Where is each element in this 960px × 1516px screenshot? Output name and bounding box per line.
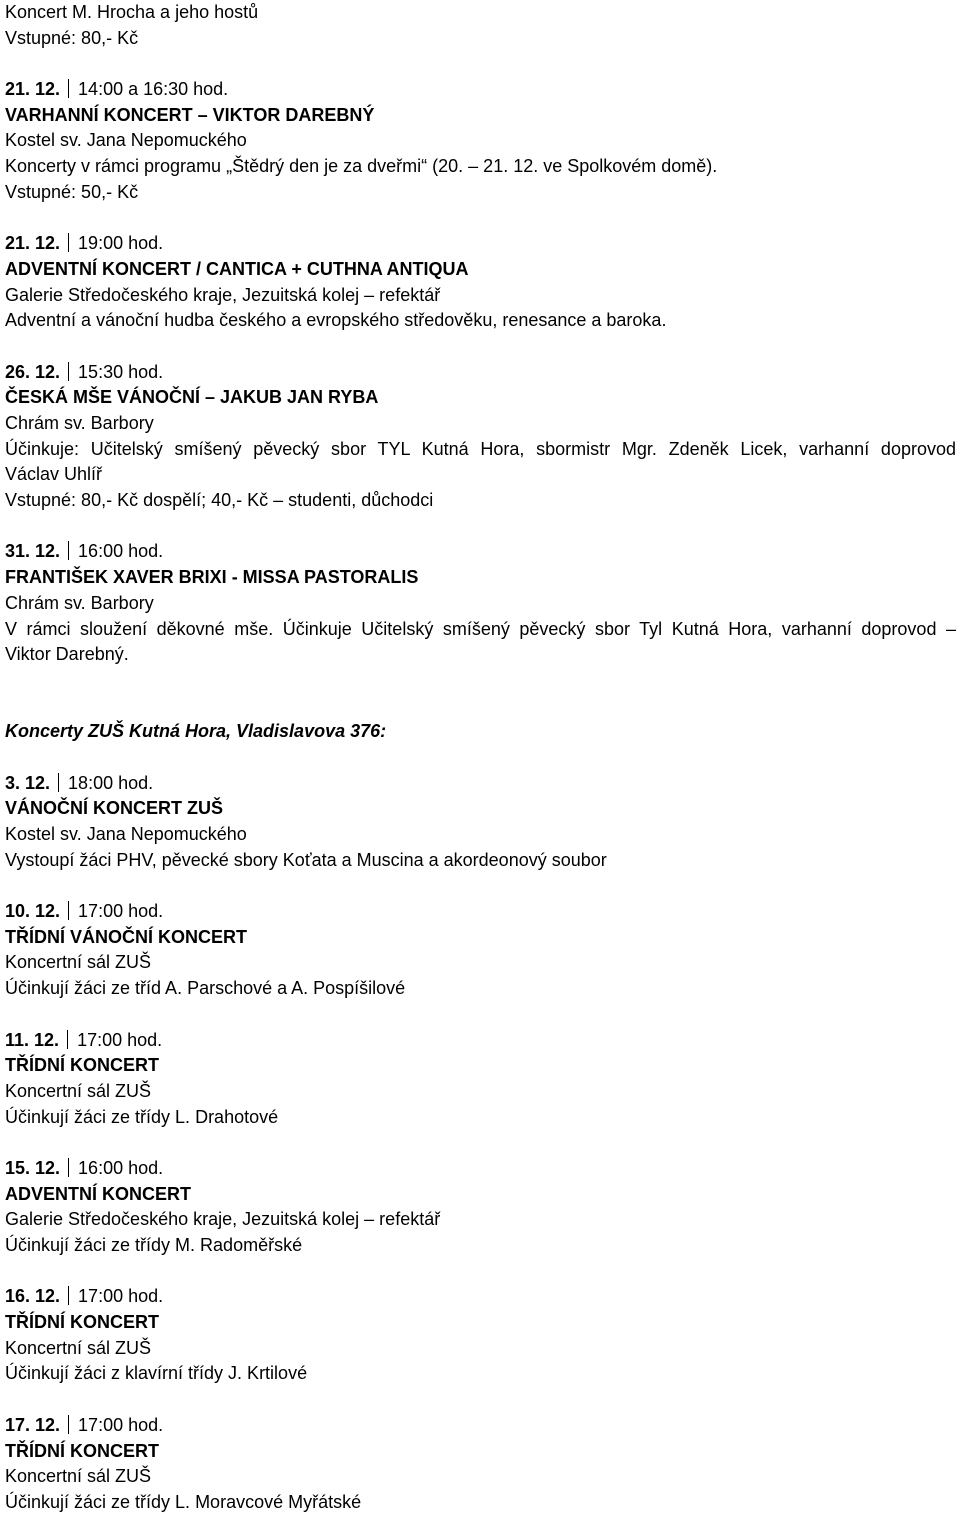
event-date-line xyxy=(5,1413,960,1439)
event-date: 26. 12. xyxy=(5,361,61,382)
event-description: Účinkují žáci ze tříd A. Parschové a A. Pospíšilové xyxy=(5,978,406,999)
event-date: 17. 12. xyxy=(5,1414,61,1435)
event-date-line xyxy=(5,1156,960,1182)
event-time: 19:00 hod. xyxy=(78,233,164,254)
event-price: Vstupné: 50,- Kč xyxy=(5,181,139,202)
event-description: Vystoupí žáci PHV, pěvecké sbory Koťata a Muscina a akordeonový soubor xyxy=(5,849,607,870)
event-description: Účinkují žáci z klavírní třídy J. Krtilové xyxy=(5,1363,308,1384)
event-description: Účinkují žáci ze třídy M. Radoměřské xyxy=(5,1235,303,1256)
event-time: 17:00 hod. xyxy=(78,1414,164,1435)
event-venue: Chrám sv. Barbory xyxy=(5,592,154,613)
event-title: TŘÍDNÍ KONCERT xyxy=(5,1312,159,1333)
event-title: TŘÍDNÍ VÁNOČNÍ KONCERT xyxy=(5,926,247,947)
event-date-line xyxy=(5,231,960,257)
event-date-line xyxy=(5,771,960,797)
event-venue: Galerie Středočeského kraje, Jezuitská kolej – refektář xyxy=(5,284,441,305)
event-description: V rámci sloužení děkovné mše. Účinkuje Učitelský smíšený pěvecký sbor Tyl Kutná Hora, varhanní doprovod – xyxy=(5,618,956,639)
separator-bar xyxy=(58,773,59,792)
event-date-line xyxy=(5,539,960,565)
event-description: Účinkují žáci ze třídy L. Moravcové Myřátské xyxy=(5,1491,362,1512)
event-title: ADVENTNÍ KONCERT xyxy=(5,1183,192,1204)
separator-bar xyxy=(68,233,69,252)
event-title: FRANTIŠEK XAVER BRIXI - MISSA PASTORALIS xyxy=(5,567,419,588)
event-date-line xyxy=(5,77,960,103)
event-date: 31. 12. xyxy=(5,541,61,562)
separator-bar xyxy=(67,1030,68,1049)
event-date: 3. 12. xyxy=(5,772,51,793)
event-date: 10. 12. xyxy=(5,901,61,922)
event-venue: Koncertní sál ZUŠ xyxy=(5,1466,152,1487)
event-date-line xyxy=(5,360,960,386)
event-date: 11. 12. xyxy=(5,1029,60,1050)
intro-line: Koncert M. Hrocha a jeho hostů xyxy=(5,2,259,22)
event-time: 17:00 hod. xyxy=(77,1029,163,1050)
separator-bar xyxy=(68,1158,69,1177)
intro-price: Vstupné: 80,- Kč xyxy=(5,27,139,48)
event-performers: Účinkuje: Učitelský smíšený pěvecký sbor TYL Kutná Hora, sbormistr Mgr. Zdeněk Licek, varhanní doprovod xyxy=(5,438,956,459)
separator-bar xyxy=(68,362,69,381)
section-title: Koncerty ZUŠ Kutná Hora, Vladislavova 376: xyxy=(5,721,387,742)
event-time: 16:00 hod. xyxy=(78,541,164,562)
event-date-line xyxy=(5,1284,960,1310)
event-time: 16:00 hod. xyxy=(78,1157,164,1178)
event-title: TŘÍDNÍ KONCERT xyxy=(5,1055,159,1076)
event-time: 17:00 hod. xyxy=(78,901,164,922)
separator-bar xyxy=(68,1286,69,1305)
event-title: VÁNOČNÍ KONCERT ZUŠ xyxy=(5,798,224,819)
event-title: ADVENTNÍ KONCERT / CANTICA + CUTHNA ANTIQUA xyxy=(5,258,469,279)
event-title: VARHANNÍ KONCERT – VIKTOR DAREBNÝ xyxy=(5,104,375,125)
event-date: 15. 12. xyxy=(5,1157,61,1178)
event-venue: Kostel sv. Jana Nepomuckého xyxy=(5,130,247,151)
event-description: Adventní a vánoční hudba českého a evropského středověku, renesance a baroka. xyxy=(5,310,667,331)
event-price: Vstupné: 80,- Kč dospělí; 40,- Kč – studenti, důchodci xyxy=(5,490,434,511)
separator-bar xyxy=(68,79,69,98)
event-time: 14:00 a 16:30 hod. xyxy=(78,79,229,100)
event-venue: Koncertní sál ZUŠ xyxy=(5,952,152,973)
separator-bar xyxy=(68,1415,69,1434)
event-date: 21. 12. xyxy=(5,79,61,100)
event-venue: Kostel sv. Jana Nepomuckého xyxy=(5,824,247,845)
event-description: Koncerty v rámci programu „Štědrý den je za dveřmi“ (20. – 21. 12. ve Spolkovém domě). xyxy=(5,156,718,177)
event-venue: Koncertní sál ZUŠ xyxy=(5,1337,152,1358)
event-venue: Chrám sv. Barbory xyxy=(5,413,154,433)
event-description-cont: Viktor Darebný. xyxy=(5,644,129,665)
event-title: ČESKÁ MŠE VÁNOČNÍ – JAKUB JAN RYBA xyxy=(5,387,379,408)
event-date-line xyxy=(5,1028,960,1054)
event-title: TŘÍDNÍ KONCERT xyxy=(5,1440,159,1461)
event-time: 15:30 hod. xyxy=(78,361,164,382)
separator-bar xyxy=(68,541,69,560)
event-venue: Galerie Středočeského kraje, Jezuitská kolej – refektář xyxy=(5,1209,441,1230)
event-time: 17:00 hod. xyxy=(78,1286,164,1307)
event-time: 18:00 hod. xyxy=(68,772,154,793)
event-performers-cont: Václav Uhlíř xyxy=(5,464,103,485)
event-venue: Koncertní sál ZUŠ xyxy=(5,1080,152,1101)
event-description: Účinkují žáci ze třídy L. Drahotové xyxy=(5,1106,279,1127)
separator-bar xyxy=(68,901,69,920)
event-date-line xyxy=(5,899,960,925)
event-date: 21. 12. xyxy=(5,233,61,254)
event-date: 16. 12. xyxy=(5,1286,61,1307)
